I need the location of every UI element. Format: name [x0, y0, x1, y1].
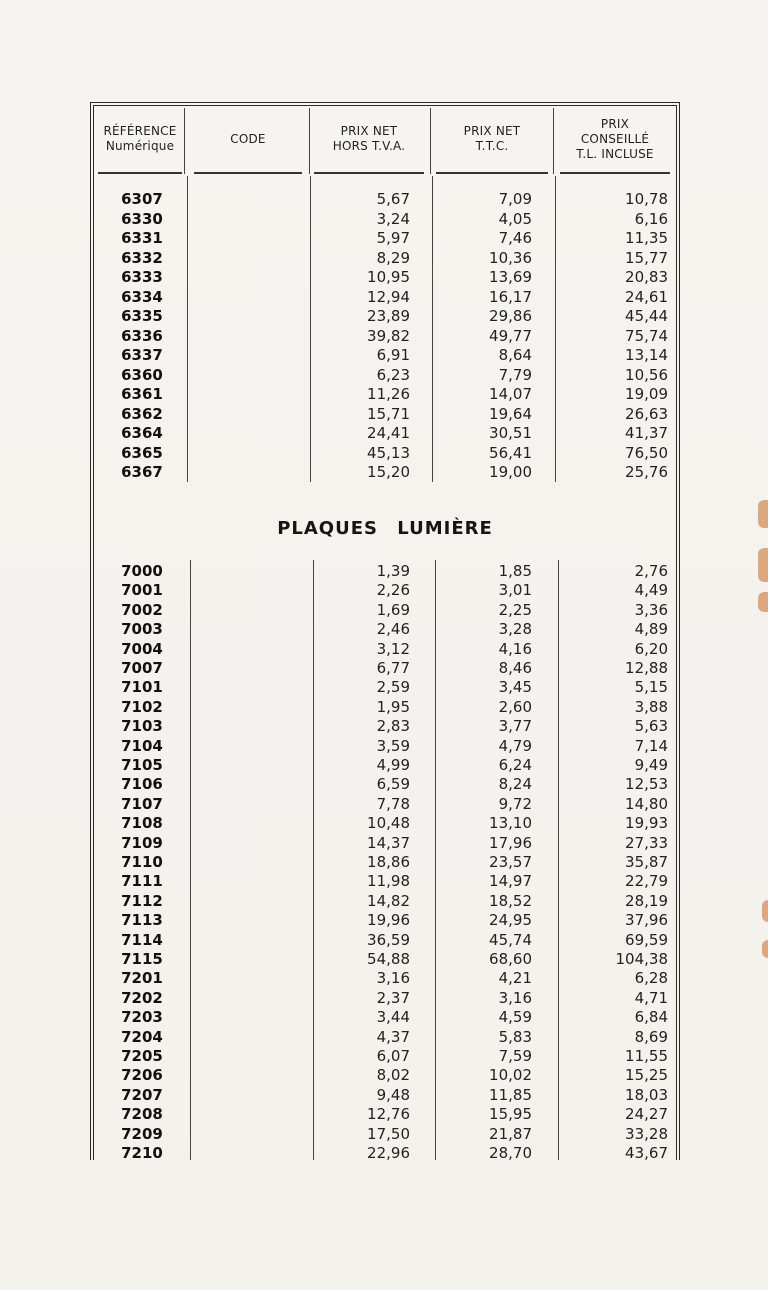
- price-ttc-cell: 7,59: [498, 1047, 532, 1065]
- reference-cell: 7001: [121, 581, 163, 600]
- reference-cell: 6335: [121, 307, 163, 325]
- price-ht-cell: 15,71: [367, 404, 410, 423]
- table-row: [94, 405, 676, 425]
- reference-cell: 6367: [121, 463, 163, 481]
- header-prix-ht-line2: HORS T.V.A.: [332, 139, 406, 153]
- price-conseille-cell: 18,03: [625, 1085, 668, 1104]
- price-ttc-cell: 28,70: [489, 1144, 532, 1162]
- price-ttc-cell: 4,16: [498, 639, 532, 658]
- price-ht-cell: 7,78: [376, 794, 410, 813]
- price-conseille-cell: 4,49: [634, 581, 668, 600]
- price-ttc-cell: 21,87: [489, 1124, 532, 1143]
- price-ttc-cell: 45,74: [489, 930, 532, 949]
- price-ht-cell: 6,07: [376, 1047, 410, 1065]
- price-ttc-cell: 7,09: [498, 190, 532, 208]
- price-conseille-cell: 45,44: [625, 307, 668, 325]
- header-prix-conseille-line3: T.L. INCLUSE: [576, 146, 654, 161]
- price-conseille-cell: 76,50: [625, 443, 668, 462]
- price-ttc-cell: 1,85: [498, 562, 532, 580]
- price-ht-cell: 18,86: [367, 853, 410, 871]
- reference-cell: 7201: [121, 969, 163, 988]
- price-ht-cell: 3,44: [376, 1008, 410, 1027]
- price-ht-cell: 11,98: [367, 872, 410, 891]
- table-row: [94, 756, 676, 776]
- price-ttc-cell: 3,28: [498, 620, 532, 639]
- price-ht-cell: 2,59: [376, 678, 410, 697]
- reference-cell: 6364: [121, 424, 163, 442]
- table-row: [94, 1086, 676, 1106]
- header-prix-conseille: [556, 108, 674, 170]
- price-conseille-cell: 37,96: [625, 911, 668, 930]
- price-conseille-cell: 6,28: [634, 969, 668, 988]
- price-ttc-cell: 7,46: [498, 229, 532, 247]
- price-conseille-cell: 69,59: [625, 930, 668, 949]
- reference-cell: 6362: [121, 404, 163, 423]
- reference-cell: 6333: [121, 268, 163, 286]
- price-ht-cell: 4,37: [376, 1027, 410, 1046]
- reference-cell: 6365: [121, 443, 163, 462]
- header-prix-ht: [310, 108, 428, 170]
- header-prix-ttc: [432, 108, 552, 170]
- price-conseille-cell: 5,63: [634, 717, 668, 736]
- price-ht-cell: 1,95: [376, 697, 410, 716]
- price-conseille-cell: 6,20: [634, 639, 668, 658]
- header-reference-line2: Numérique: [105, 139, 175, 153]
- price-conseille-cell: 22,79: [625, 872, 668, 891]
- table-row: [94, 1047, 676, 1067]
- header-prix-conseille-line2: CONSEILLÉ: [580, 131, 650, 146]
- reference-cell: 6334: [121, 287, 163, 306]
- reference-cell: 6337: [121, 346, 163, 364]
- price-ht-cell: 36,59: [367, 930, 410, 949]
- page-edge-stain: [758, 500, 768, 528]
- price-ttc-cell: 3,16: [498, 988, 532, 1007]
- price-ttc-cell: 19,00: [489, 463, 532, 481]
- price-ttc-cell: 3,45: [498, 678, 532, 697]
- reference-cell: 7209: [121, 1124, 163, 1143]
- price-conseille-cell: 7,14: [634, 736, 668, 755]
- price-ht-cell: 3,16: [376, 969, 410, 988]
- table-row: [94, 268, 676, 288]
- price-conseille-cell: 6,16: [634, 209, 668, 228]
- header-prix-ht-line1: PRIX NET: [340, 124, 398, 138]
- price-ht-cell: 24,41: [367, 424, 410, 442]
- header-code-label: CODE: [230, 131, 266, 146]
- reference-cell: 7114: [121, 930, 163, 949]
- price-conseille-cell: 19,09: [625, 385, 668, 403]
- table-row: [94, 989, 676, 1009]
- header-underline: [194, 172, 302, 174]
- price-ht-cell: 2,83: [376, 717, 410, 736]
- table-row: [94, 872, 676, 892]
- table-row: [94, 601, 676, 621]
- reference-cell: 7208: [121, 1105, 163, 1124]
- table-row: [94, 307, 676, 327]
- table-row: [94, 717, 676, 737]
- table-row: [94, 834, 676, 854]
- table-row: [94, 775, 676, 795]
- reference-cell: 7107: [121, 794, 163, 813]
- price-conseille-cell: 24,61: [625, 287, 668, 306]
- header-underline: [98, 172, 182, 174]
- reference-cell: 6307: [121, 190, 163, 208]
- table-row: [94, 327, 676, 347]
- price-conseille-cell: 3,88: [634, 697, 668, 716]
- reference-cell: 6336: [121, 326, 163, 345]
- reference-cell: 7002: [121, 600, 163, 619]
- price-ht-cell: 5,97: [376, 229, 410, 247]
- price-conseille-cell: 10,78: [625, 190, 668, 208]
- price-ttc-cell: 23,57: [489, 853, 532, 871]
- table-row: [94, 853, 676, 873]
- page-edge-stain: [758, 548, 768, 582]
- table-row: [94, 795, 676, 815]
- price-ht-cell: 19,96: [367, 911, 410, 930]
- price-conseille-cell: 43,67: [625, 1144, 668, 1162]
- reference-cell: 7206: [121, 1066, 163, 1085]
- header-prix-conseille-line1: PRIX: [600, 116, 630, 131]
- header-reference-line1: RÉFÉRENCE: [103, 124, 177, 138]
- price-ht-cell: 2,37: [376, 988, 410, 1007]
- reference-cell: 7204: [121, 1027, 163, 1046]
- header-underline: [436, 172, 548, 174]
- price-ttc-cell: 56,41: [489, 443, 532, 462]
- price-ttc-cell: 14,07: [489, 385, 532, 403]
- price-ht-cell: 2,46: [376, 620, 410, 639]
- table-row: [94, 249, 676, 269]
- price-ht-cell: 17,50: [367, 1124, 410, 1143]
- table-row: [94, 288, 676, 308]
- reference-cell: 7110: [121, 853, 163, 871]
- price-ttc-cell: 11,85: [489, 1085, 532, 1104]
- price-conseille-cell: 3,36: [634, 600, 668, 619]
- table-row: [94, 581, 676, 601]
- table-row: [94, 678, 676, 698]
- price-ttc-cell: 3,01: [498, 581, 532, 600]
- price-ttc-cell: 29,86: [489, 307, 532, 325]
- section-title-plaques-lumiere: [94, 518, 676, 539]
- table-row: [94, 698, 676, 718]
- table-row: [94, 1028, 676, 1048]
- price-ht-cell: 45,13: [367, 443, 410, 462]
- table-row: [94, 210, 676, 230]
- reference-cell: 7109: [121, 833, 163, 852]
- table-row: [94, 1008, 676, 1028]
- reference-cell: 7105: [121, 756, 163, 774]
- price-ttc-cell: 10,02: [489, 1066, 532, 1085]
- table-row: [94, 562, 676, 582]
- reference-cell: 7111: [121, 872, 163, 891]
- price-conseille-cell: 8,69: [634, 1027, 668, 1046]
- price-ht-cell: 54,88: [367, 950, 410, 968]
- table-row: [94, 229, 676, 249]
- price-ht-cell: 8,29: [376, 248, 410, 267]
- section-title-word1: PLAQUES: [277, 518, 378, 539]
- reference-cell: 6360: [121, 365, 163, 384]
- header-underline: [314, 172, 424, 174]
- header-code: [190, 108, 306, 170]
- table-row: [94, 814, 676, 834]
- price-conseille-cell: 28,19: [625, 891, 668, 910]
- price-ttc-cell: 15,95: [489, 1105, 532, 1124]
- price-ht-cell: 8,02: [376, 1066, 410, 1085]
- table-row: [94, 911, 676, 931]
- price-conseille-cell: 12,53: [625, 775, 668, 794]
- price-ttc-cell: 13,69: [489, 268, 532, 286]
- price-conseille-cell: 19,93: [625, 814, 668, 833]
- price-ht-cell: 6,23: [376, 365, 410, 384]
- page-edge-stain: [762, 940, 768, 958]
- price-conseille-cell: 9,49: [634, 756, 668, 774]
- table-row: [94, 640, 676, 660]
- page-edge-stain: [762, 900, 768, 922]
- price-ht-cell: 3,12: [376, 639, 410, 658]
- price-ht-cell: 12,76: [367, 1105, 410, 1124]
- price-ht-cell: 3,59: [376, 736, 410, 755]
- price-ht-cell: 6,59: [376, 775, 410, 794]
- reference-cell: 7104: [121, 736, 163, 755]
- table-row: [94, 463, 676, 483]
- table-row: [94, 950, 676, 970]
- column-divider: [553, 108, 554, 174]
- price-ttc-cell: 4,79: [498, 736, 532, 755]
- price-conseille-cell: 11,35: [625, 229, 668, 247]
- table-header: [94, 108, 676, 174]
- price-ttc-cell: 2,25: [498, 600, 532, 619]
- price-ht-cell: 1,39: [376, 562, 410, 580]
- price-conseille-cell: 27,33: [625, 833, 668, 852]
- table-row: [94, 931, 676, 951]
- price-ttc-cell: 4,05: [498, 209, 532, 228]
- price-conseille-cell: 41,37: [625, 424, 668, 442]
- column-divider: [430, 108, 431, 174]
- price-conseille-cell: 35,87: [625, 853, 668, 871]
- price-ht-cell: 5,67: [376, 190, 410, 208]
- reference-cell: 7207: [121, 1085, 163, 1104]
- price-ttc-cell: 13,10: [489, 814, 532, 833]
- table-row: [94, 346, 676, 366]
- price-ht-cell: 10,95: [367, 268, 410, 286]
- price-ttc-cell: 14,97: [489, 872, 532, 891]
- price-ttc-cell: 68,60: [489, 950, 532, 968]
- reference-cell: 7203: [121, 1008, 163, 1027]
- price-ht-cell: 11,26: [367, 385, 410, 403]
- price-ttc-cell: 7,79: [498, 365, 532, 384]
- reference-cell: 7102: [121, 697, 163, 716]
- reference-cell: 6361: [121, 385, 163, 403]
- reference-cell: 7205: [121, 1047, 163, 1065]
- price-ttc-cell: 4,59: [498, 1008, 532, 1027]
- price-ht-cell: 2,26: [376, 581, 410, 600]
- table-row: [94, 737, 676, 757]
- price-ht-cell: 1,69: [376, 600, 410, 619]
- table-row: [94, 385, 676, 405]
- price-ht-cell: 23,89: [367, 307, 410, 325]
- price-ttc-cell: 8,46: [498, 659, 532, 677]
- price-conseille-cell: 10,56: [625, 365, 668, 384]
- price-ttc-cell: 10,36: [489, 248, 532, 267]
- price-ht-cell: 9,48: [376, 1085, 410, 1104]
- reference-cell: 7000: [121, 562, 163, 580]
- price-ht-cell: 6,77: [376, 659, 410, 677]
- price-ttc-cell: 3,77: [498, 717, 532, 736]
- table-row: [94, 892, 676, 912]
- table-row: [94, 1125, 676, 1145]
- reference-cell: 7003: [121, 620, 163, 639]
- price-conseille-cell: 20,83: [625, 268, 668, 286]
- price-conseille-cell: 4,89: [634, 620, 668, 639]
- reference-cell: 7115: [121, 950, 163, 968]
- table-row: [94, 620, 676, 640]
- reference-cell: 7103: [121, 717, 163, 736]
- price-ht-cell: 6,91: [376, 346, 410, 364]
- price-ht-cell: 15,20: [367, 463, 410, 481]
- price-conseille-cell: 6,84: [634, 1008, 668, 1027]
- reference-cell: 6332: [121, 248, 163, 267]
- price-ttc-cell: 4,21: [498, 969, 532, 988]
- table-row: [94, 444, 676, 464]
- price-ttc-cell: 17,96: [489, 833, 532, 852]
- price-conseille-cell: 13,14: [625, 346, 668, 364]
- price-ttc-cell: 16,17: [489, 287, 532, 306]
- table-row: [94, 1144, 676, 1164]
- price-conseille-cell: 15,77: [625, 248, 668, 267]
- price-ttc-cell: 8,24: [498, 775, 532, 794]
- price-conseille-cell: 15,25: [625, 1066, 668, 1085]
- header-reference: [94, 108, 186, 170]
- reference-cell: 7113: [121, 911, 163, 930]
- table-row: [94, 366, 676, 386]
- reference-cell: 7112: [121, 891, 163, 910]
- price-ttc-cell: 18,52: [489, 891, 532, 910]
- price-conseille-cell: 2,76: [634, 562, 668, 580]
- price-ht-cell: 39,82: [367, 326, 410, 345]
- price-conseille-cell: 11,55: [625, 1047, 668, 1065]
- reference-cell: 7108: [121, 814, 163, 833]
- price-ht-cell: 14,82: [367, 891, 410, 910]
- header-prix-ttc-line2: T.T.C.: [475, 139, 509, 153]
- reference-cell: 7007: [121, 659, 163, 677]
- price-ht-cell: 22,96: [367, 1144, 410, 1162]
- price-ttc-cell: 6,24: [498, 756, 532, 774]
- price-conseille-cell: 5,15: [634, 678, 668, 697]
- price-conseille-cell: 24,27: [625, 1105, 668, 1124]
- table-row: [94, 190, 676, 210]
- table-row: [94, 1105, 676, 1125]
- price-ttc-cell: 9,72: [498, 794, 532, 813]
- price-ht-cell: 14,37: [367, 833, 410, 852]
- price-conseille-cell: 75,74: [625, 326, 668, 345]
- price-ht-cell: 3,24: [376, 209, 410, 228]
- header-prix-ttc-line1: PRIX NET: [463, 124, 521, 138]
- section-title-word2: LUMIÈRE: [397, 518, 493, 539]
- price-ttc-cell: 49,77: [489, 326, 532, 345]
- price-conseille-cell: 104,38: [615, 950, 668, 968]
- table-row: [94, 1066, 676, 1086]
- reference-cell: 6331: [121, 229, 163, 247]
- price-ht-cell: 12,94: [367, 287, 410, 306]
- price-ttc-cell: 5,83: [498, 1027, 532, 1046]
- table-row: [94, 659, 676, 679]
- price-ttc-cell: 24,95: [489, 911, 532, 930]
- price-conseille-cell: 14,80: [625, 794, 668, 813]
- price-conseille-cell: 26,63: [625, 404, 668, 423]
- price-conseille-cell: 25,76: [625, 463, 668, 481]
- price-ttc-cell: 30,51: [489, 424, 532, 442]
- price-ttc-cell: 2,60: [498, 697, 532, 716]
- price-ht-cell: 10,48: [367, 814, 410, 833]
- table-row: [94, 424, 676, 444]
- reference-cell: 7202: [121, 988, 163, 1007]
- price-conseille-cell: 12,88: [625, 659, 668, 677]
- reference-cell: 7004: [121, 639, 163, 658]
- reference-cell: 7210: [121, 1144, 163, 1162]
- table-row: [94, 969, 676, 989]
- page-edge-stain: [758, 592, 768, 612]
- price-ttc-cell: 19,64: [489, 404, 532, 423]
- column-divider: [309, 108, 310, 174]
- reference-cell: 6330: [121, 209, 163, 228]
- price-ttc-cell: 8,64: [498, 346, 532, 364]
- price-conseille-cell: 4,71: [634, 988, 668, 1007]
- reference-cell: 7106: [121, 775, 163, 794]
- price-conseille-cell: 33,28: [625, 1124, 668, 1143]
- header-underline: [560, 172, 670, 174]
- price-ht-cell: 4,99: [376, 756, 410, 774]
- column-divider: [184, 108, 185, 174]
- reference-cell: 7101: [121, 678, 163, 697]
